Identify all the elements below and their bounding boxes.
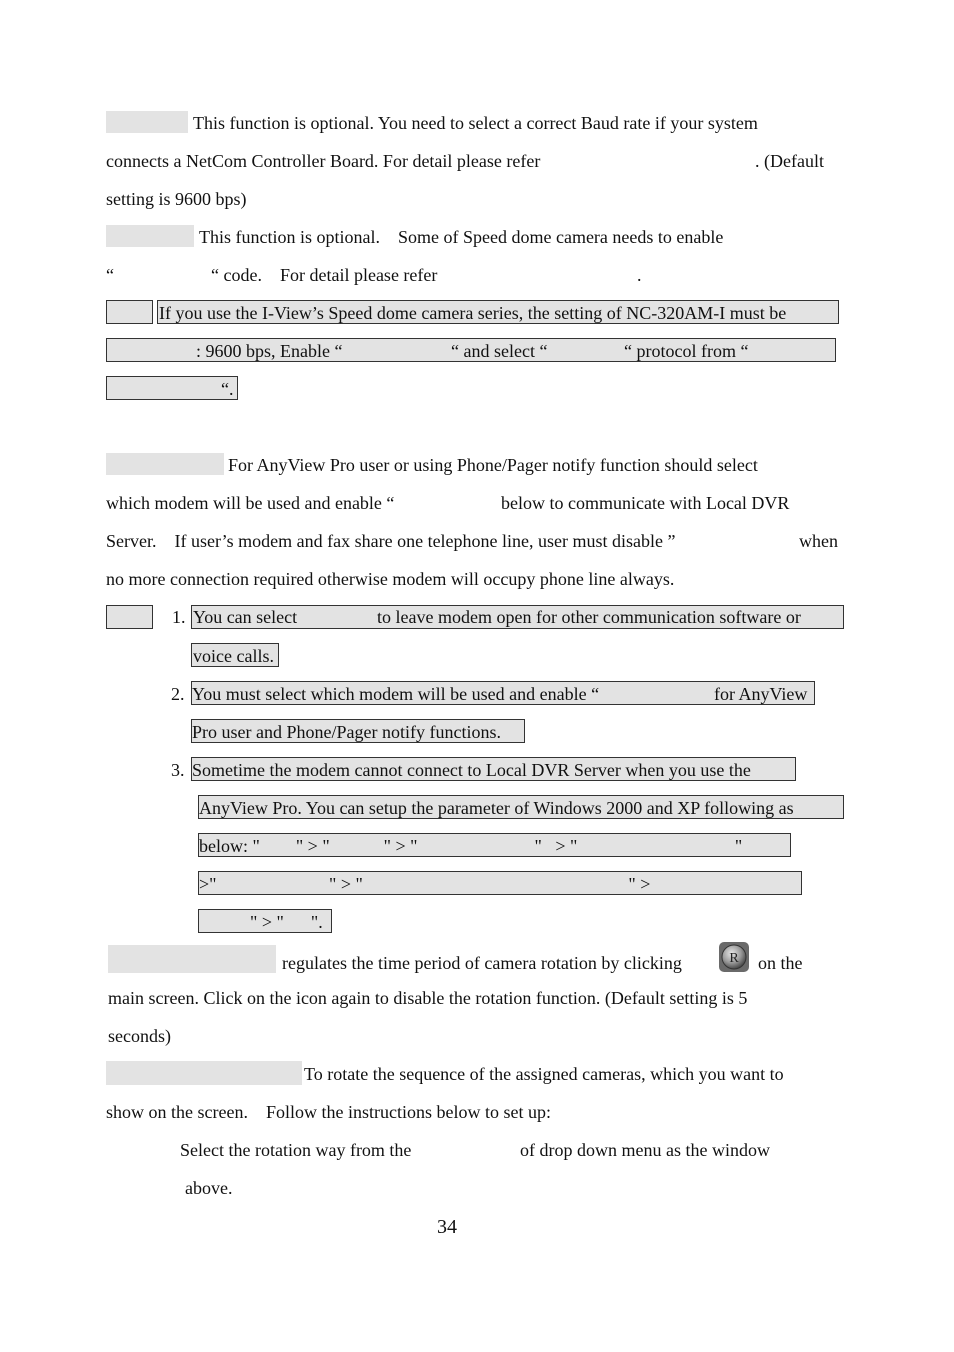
- list-number: 1.: [172, 607, 186, 627]
- note-line: “.: [221, 379, 234, 399]
- paragraph-line: above.: [185, 1178, 233, 1198]
- label-highlight: [106, 111, 188, 133]
- paragraph-line: Select the rotation way from the: [180, 1140, 412, 1160]
- paragraph-line: “: [106, 265, 114, 285]
- label-highlight: [106, 225, 194, 247]
- paragraph-line: This function is optional. Some of Speed dome camera needs to enable: [199, 227, 724, 247]
- note-line: If you use the I-View’s Speed dome camera series, the setting of NC-320AM-I must be: [159, 303, 787, 323]
- list-item-text: " > " ".: [250, 912, 323, 932]
- label-highlight: [106, 1061, 302, 1085]
- paragraph-line: seconds): [108, 1026, 171, 1046]
- paragraph-line: Server. If user’s modem and fax share one telephone line, user must disable ”: [106, 531, 676, 551]
- paragraph-line: For AnyView Pro user or using Phone/Pager notify function should select: [228, 455, 758, 475]
- paragraph-line: connects a NetCom Controller Board. For detail please refer: [106, 151, 541, 171]
- list-item-text: below: " " > " " > " " > " ": [199, 836, 743, 856]
- paragraph-line: below to communicate with Local DVR: [501, 493, 790, 513]
- svg-text:R: R: [729, 951, 739, 966]
- paragraph-line: when: [799, 531, 838, 551]
- paragraph-line: To rotate the sequence of the assigned cameras, which you want to: [304, 1064, 784, 1084]
- note-label-box: [106, 300, 153, 324]
- paragraph-line: show on the screen. Follow the instructions below to set up:: [106, 1102, 551, 1122]
- note-line: “ and select “: [451, 341, 548, 361]
- paragraph-line: which modem will be used and enable “: [106, 493, 395, 513]
- paragraph-line: of drop down menu as the window: [520, 1140, 770, 1160]
- note-line: : 9600 bps, Enable “: [196, 341, 343, 361]
- list-item-text: You can select: [193, 607, 298, 627]
- note-label-box: [106, 605, 153, 629]
- list-number: 2.: [171, 684, 185, 704]
- paragraph-line: setting is 9600 bps): [106, 189, 247, 209]
- note-line: “ protocol from “: [624, 341, 749, 361]
- paragraph-line: on the: [758, 953, 803, 973]
- label-highlight: [108, 945, 276, 973]
- list-item-text: for AnyView: [714, 684, 808, 704]
- paragraph-line: “ code. For detail please refer: [211, 265, 438, 285]
- paragraph-line: regulates the time period of camera rotation by clicking: [282, 953, 682, 973]
- label-highlight: [106, 453, 224, 475]
- list-item-text: to leave modem open for other communication software or: [377, 607, 801, 627]
- list-item-text: >" " > " " >: [199, 874, 651, 894]
- list-item-text: Sometime the modem cannot connect to Local DVR Server when you use the: [192, 760, 751, 780]
- paragraph-line: main screen. Click on the icon again to disable the rotation function. (Default setting is 5: [108, 988, 748, 1008]
- list-number: 3.: [171, 760, 185, 780]
- list-item-text: AnyView Pro. You can setup the parameter of Windows 2000 and XP following as: [199, 798, 794, 818]
- rotation-icon: [719, 942, 749, 972]
- paragraph-line: This function is optional. You need to select a correct Baud rate if your system: [193, 113, 758, 133]
- list-item-text: You must select which modem will be used and enable “: [192, 684, 600, 704]
- paragraph-line: .: [637, 265, 642, 285]
- list-item-text: Pro user and Phone/Pager notify functions.: [192, 722, 501, 742]
- list-item-text: voice calls.: [193, 646, 274, 666]
- paragraph-line: . (Default: [755, 151, 824, 171]
- paragraph-line: no more connection required otherwise modem will occupy phone line always.: [106, 569, 675, 589]
- note-box-line3: [106, 376, 238, 400]
- page-number: 34: [437, 1216, 457, 1238]
